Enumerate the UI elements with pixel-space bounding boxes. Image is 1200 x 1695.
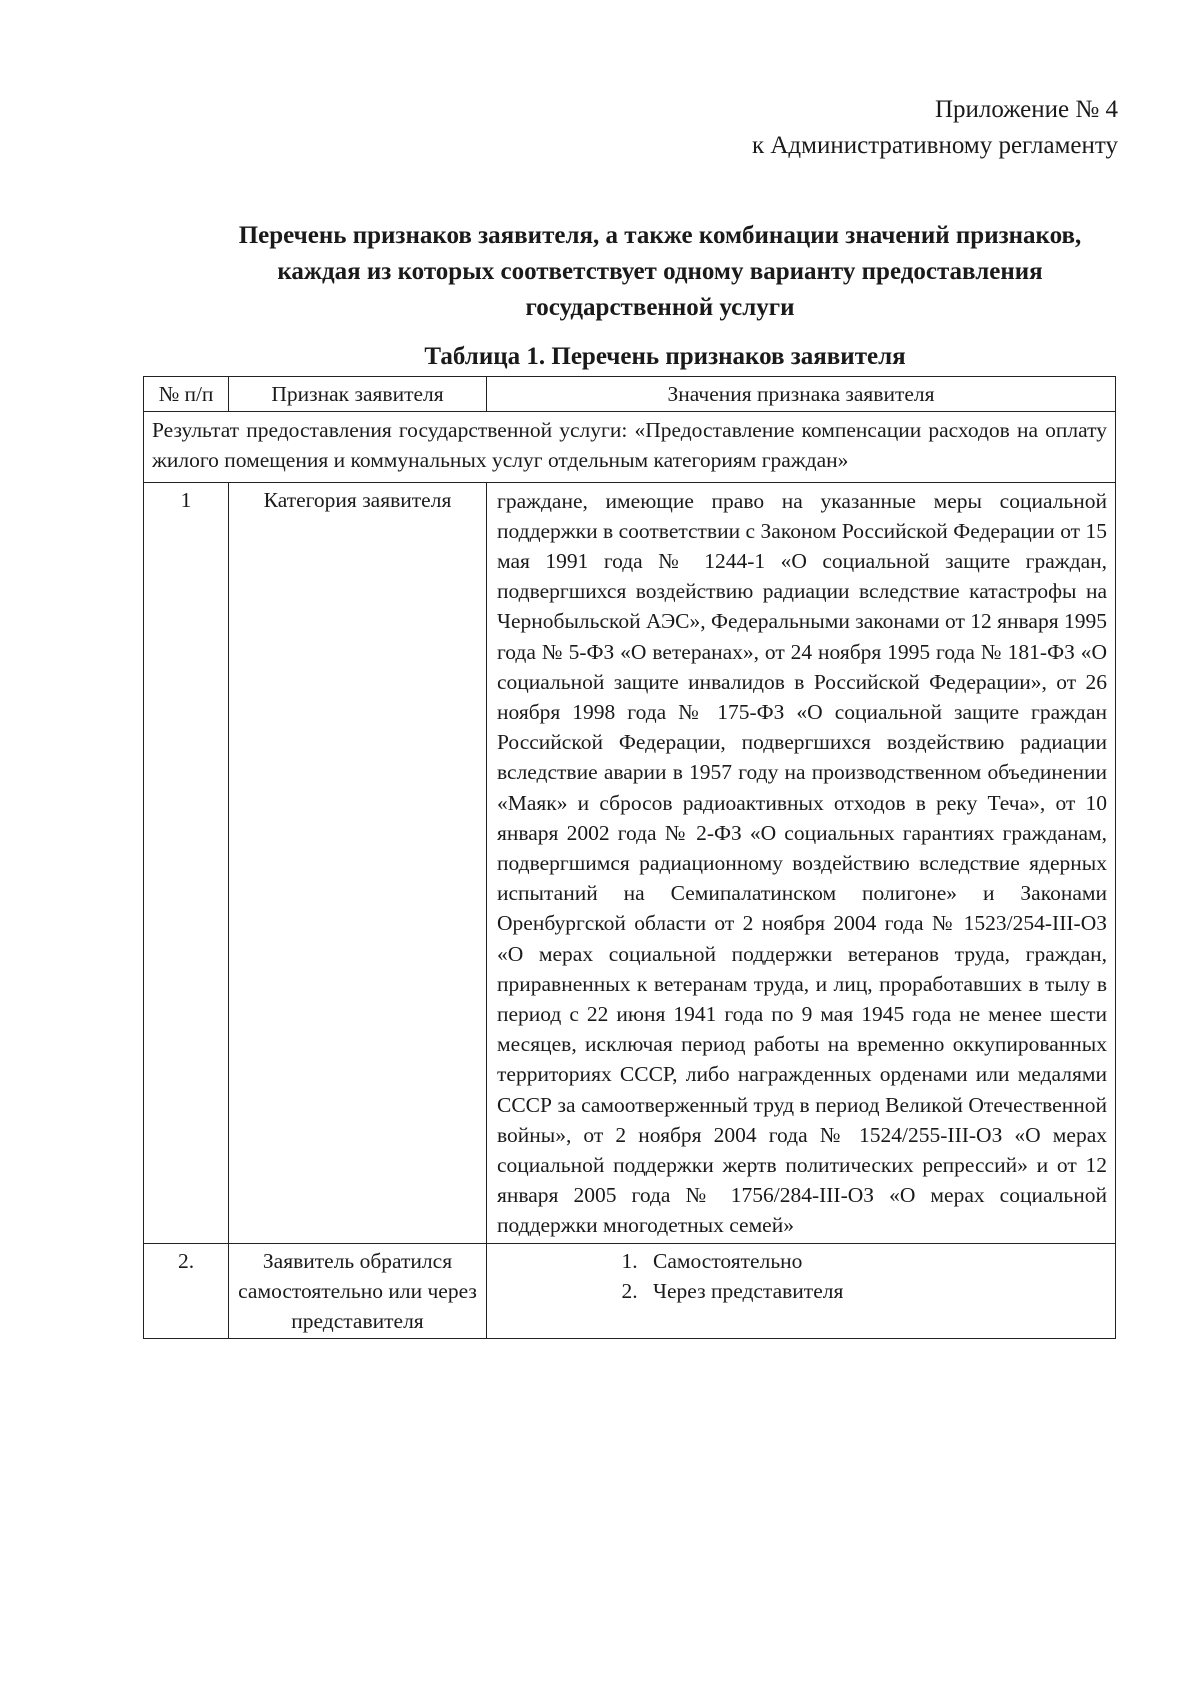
row-attribute: Заявитель обратился самостоятельно или через представителя	[229, 1243, 487, 1339]
row-value: граждане, имеющие право на указанные меры социальной поддержки в соответствии с Законом Российской Федерации от 15 мая 1991 года № 1244-1 «О социальной защите граждан, подвергшихся воздействию радиации вследствие катастрофы на Чернобыльской АЭС», Федеральными законами от 12 января 1995 года № 5-ФЗ «О ветеранах», от 24 ноября 1995 года № 181-ФЗ «О социальной защите инвалидов в Российской Федерации», от 26 ноября 1998 года № 175-ФЗ «О социальной защите граждан Российской Федерации, подвергшихся воздействию радиации вследствие аварии в 1957 году на производственном объединении «Маяк» и сбросов радиоактивных отходов в реку Теча», от 10 января 2002 года № 2-ФЗ «О социальных гарантиях гражданам, подвергшимся радиационному воздействию вследствие ядерных испытаний на Семипалатинском полигоне» и Законами Оренбургской области от 2 ноября 2004 года № 1523/254-III-ОЗ «О мерах социальной поддержки ветеранов труда, граждан, приравненных к ветеранам труда, и лиц, проработавших в тылу в период с 22 июня 1941 года по 9 мая 1945 года не менее шести месяцев, исключая период работы на временно оккупированных территориях СССР, либо награжденных орденами или медалями СССР за самоотверженный труд в период Великой Отечественной войны», от 2 ноября 2004 года № 1524/255-III-ОЗ «О мерах социальной поддержки жертв политических репрессий» и от 12 января 2005 года № 1756/284-III-ОЗ «О мерах социальной поддержки многодетных семей»	[487, 482, 1116, 1243]
title-line-3: государственной услуги	[525, 294, 795, 321]
table-row	[144, 1243, 1116, 1339]
table-row	[144, 482, 1116, 1243]
header-values: Значения признака заявителя	[487, 377, 1116, 412]
title-line-2: каждая из которых соответствует одному варианту предоставления	[277, 258, 1043, 285]
table-caption: Таблица 1. Перечень признаков заявителя	[424, 343, 906, 370]
options-list	[493, 1246, 1109, 1306]
applicant-attributes-table	[143, 376, 1116, 1339]
appendix-header	[752, 92, 1118, 164]
result-row	[144, 412, 1116, 482]
appendix-number: Приложение № 4	[934, 96, 1118, 123]
header-num: № п/п	[144, 377, 229, 412]
document-title	[190, 218, 1130, 326]
header-attribute: Признак заявителя	[229, 377, 487, 412]
row-num: 2.	[144, 1243, 229, 1339]
row-attribute: Категория заявителя	[229, 482, 487, 1243]
table-header-row	[144, 377, 1116, 412]
list-item: 2. Через представителя	[643, 1276, 1109, 1306]
row-num: 1	[144, 482, 229, 1243]
appendix-reference: к Административному регламенту	[751, 132, 1118, 159]
row-options-cell	[487, 1243, 1116, 1339]
result-text: Результат предоставления государственной услуги: «Предоставление компенсации расходов на оплату жилого помещения и коммунальных услуг отдельным категориям граждан»	[144, 412, 1116, 482]
title-line-1: Перечень признаков заявителя, а также комбинации значений признаков,	[238, 222, 1082, 249]
list-item: 1. Самостоятельно	[643, 1246, 1109, 1276]
